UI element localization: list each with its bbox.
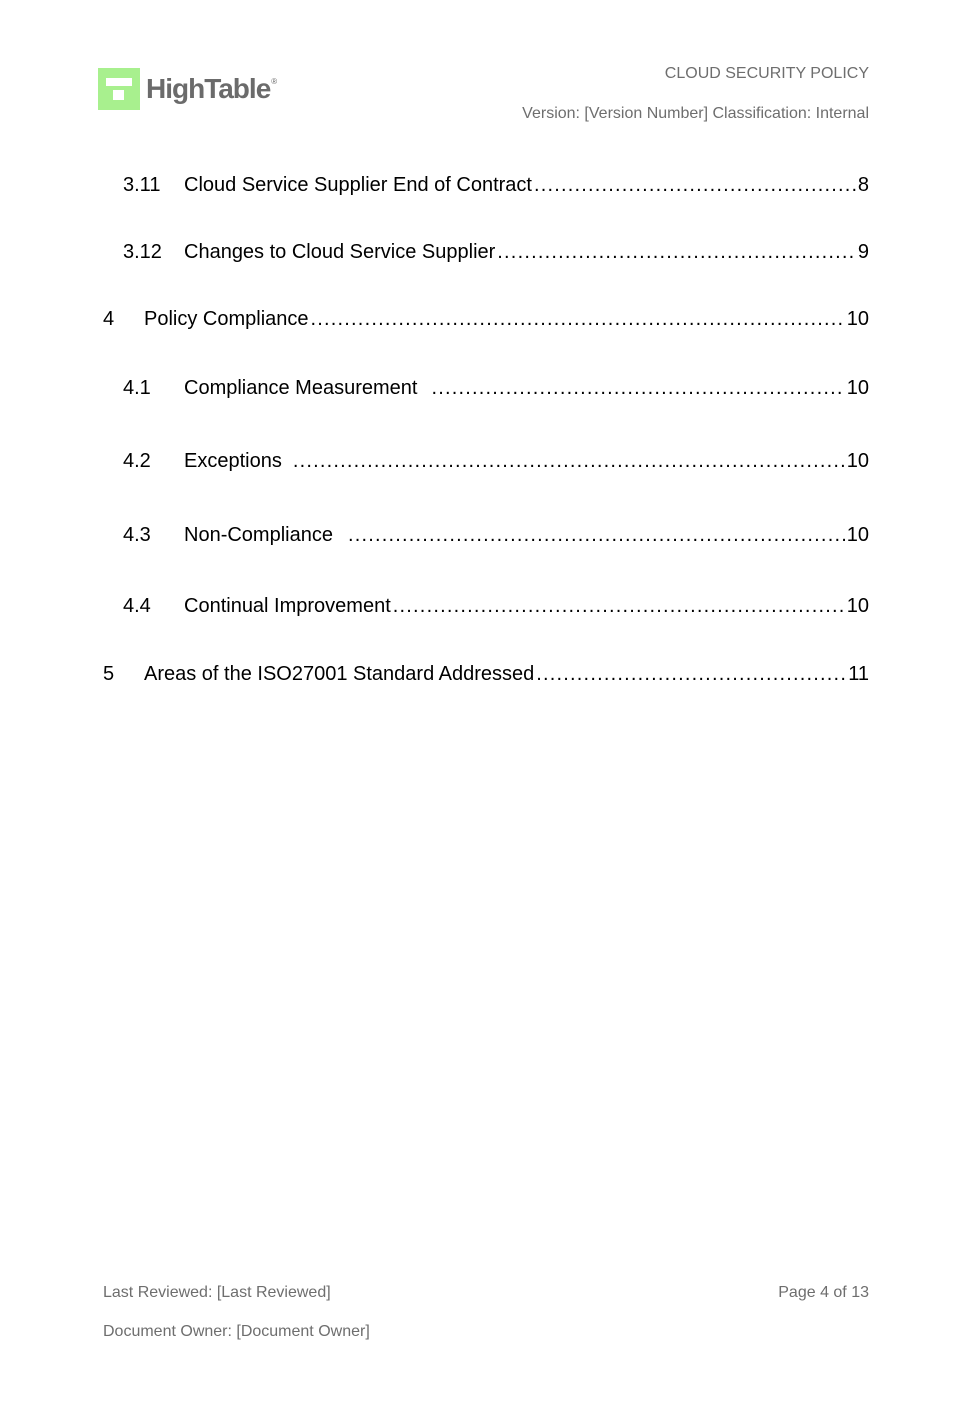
toc-page: 10	[846, 524, 869, 546]
dot-leader	[431, 377, 844, 400]
toc-entry[interactable]	[123, 241, 869, 267]
toc-number: 3.11	[123, 174, 161, 196]
version-classification: Version: [Version Number] Classification: Internal	[522, 105, 869, 122]
page-number: Page 4 of 13	[778, 1284, 869, 1301]
toc-page: 11	[848, 663, 869, 685]
toc-entry[interactable]	[123, 377, 869, 403]
toc-page: 8	[857, 174, 869, 196]
toc-entry[interactable]	[123, 174, 869, 200]
dot-leader	[311, 308, 845, 331]
toc-page: 10	[846, 595, 869, 617]
dot-leader	[393, 595, 845, 618]
toc-number: 4	[103, 308, 115, 330]
document-header	[522, 64, 869, 124]
toc-page: 10	[846, 450, 869, 472]
dot-leader	[293, 450, 845, 473]
toc-label: Areas of the ISO27001 Standard Addressed	[144, 663, 535, 685]
toc-label: Changes to Cloud Service Supplier	[184, 241, 496, 263]
toc-label: Continual Improvement	[184, 595, 391, 617]
logo-mark-icon	[98, 68, 140, 110]
toc-page: 9	[857, 241, 869, 263]
toc-label: Exceptions	[184, 450, 282, 472]
toc-number: 4.1	[123, 377, 151, 399]
dot-leader	[497, 241, 856, 264]
toc-label: Non-Compliance	[184, 524, 333, 546]
document-title: CLOUD SECURITY POLICY	[664, 65, 869, 82]
logo-wordmark: HighTable®	[146, 73, 277, 104]
hightable-logo	[98, 68, 276, 110]
toc-number: 3.12	[123, 241, 162, 263]
toc-number: 4.2	[123, 450, 151, 472]
toc-page: 10	[846, 377, 869, 399]
toc-entry[interactable]	[123, 450, 869, 476]
toc-label: Cloud Service Supplier End of Contract	[184, 174, 532, 196]
toc-label: Policy Compliance	[144, 308, 309, 330]
toc-number: 4.4	[123, 595, 151, 617]
dot-leader	[536, 663, 846, 686]
dot-leader	[348, 524, 845, 547]
document-footer	[103, 1284, 869, 1341]
toc-entry[interactable]	[103, 663, 869, 689]
dot-leader	[534, 174, 856, 197]
toc-number: 4.3	[123, 524, 151, 546]
document-owner: Document Owner: [Document Owner]	[103, 1323, 370, 1340]
toc-number: 5	[103, 663, 115, 685]
toc-entry[interactable]	[123, 524, 869, 550]
toc-label: Compliance Measurement	[184, 377, 418, 399]
toc-page: 10	[846, 308, 869, 330]
toc-entry[interactable]	[103, 308, 869, 334]
last-reviewed: Last Reviewed: [Last Reviewed]	[103, 1284, 331, 1301]
toc-entry[interactable]	[123, 595, 869, 621]
